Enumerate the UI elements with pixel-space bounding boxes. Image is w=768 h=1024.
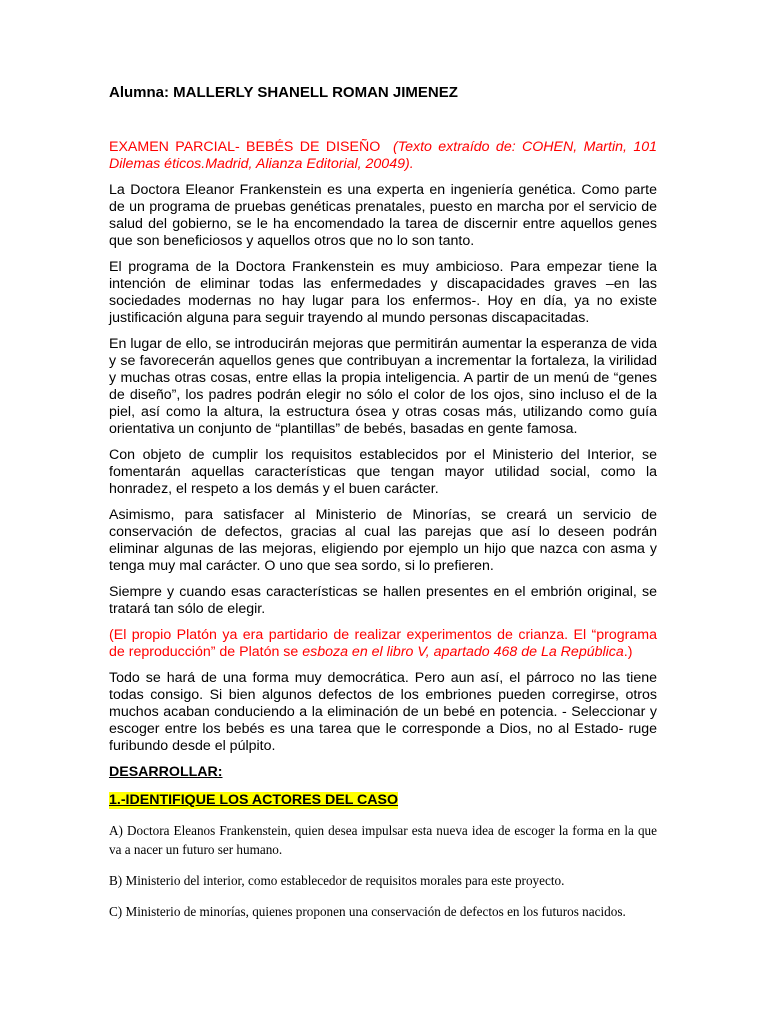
answer-item: B) Ministerio del interior, como establecedor de requisitos morales para este proyecto. [109,873,565,888]
student-name: Alumna: MALLERLY SHANELL ROMAN JIMENEZ [109,84,458,101]
develop-heading: DESARROLLAR: [109,764,223,780]
exam-source: (Texto extraído de: COHEN, Martin, 101 Dilemas éticos.Madrid, Alianza Editorial, 20049). [109,139,657,172]
paragraph: La Doctora Eleanor Frankenstein es una experta en ingeniería genética. Como parte de un programa de pruebas genéticas prenatales, puesto en marcha por el servicio de salud del gobierno, se le ha encomendado la tarea de discernir entre aquellos genes que son beneficiosos y aquellos otros que no lo son tanto. [109,182,657,249]
plato-note [109,627,657,661]
plato-note-reference: esboza en el libro V, apartado 468 de La República [302,644,624,660]
answer-item: C) Ministerio de minorías, quienes proponen una conservación de defectos en los futuros nacidos. [109,904,626,919]
document-body [109,139,657,933]
answer-item: A) Doctora Eleanos Frankenstein, quien desea impulsar esta nueva idea de escoger la forma en la que va a nacer un futuro ser humano. [109,823,657,857]
exam-header [109,139,657,173]
closing-paragraph: Todo se hará de una forma muy democrática. Pero aun así, el párroco no las tiene todas consigo. Si bien algunos defectos de los embriones pueden corregirse, otros muchos acaban conduciendo a la eliminación de un bebé en potencia. - Seleccionar y escoger entre los bebés es una tarea que le corresponde a Dios, no al Estado- ruge furibundo desde el púlpito. [109,670,657,754]
plato-note-lead: (El propio Platón ya era partidario de realizar experimentos de crianza. El “programa de reproducción” de Platón se [109,627,657,660]
exam-title: EXAMEN PARCIAL- BEBÉS DE DISEÑO [109,139,381,155]
question-heading: 1.-IDENTIFIQUE LOS ACTORES DEL CASO [109,792,399,808]
plato-note-tail: .) [623,644,633,660]
paragraph: Con objeto de cumplir los requisitos establecidos por el Ministerio del Interior, se fomentarán aquellas características que tengan mayor utilidad social, como la honradez, el respeto a los demás y el buen carácter. [109,447,657,497]
paragraph: Asimismo, para satisfacer al Ministerio de Minorías, se creará un servicio de conservación de defectos, gracias al cual las parejas que así lo deseen podrán eliminar algunas de las mejoras, eligiendo por ejemplo un hijo que nazca con asma y tenga muy mal carácter. O uno que sea sordo, si lo prefieren. [109,507,657,574]
paragraph: El programa de la Doctora Frankenstein es muy ambicioso. Para empezar tiene la intención de eliminar todas las enfermedades y discapacidades graves –en las sociedades modernas no hay lugar para los enfermos-. Hoy en día, ya no existe justificación alguna para seguir trayendo al mundo personas discapacitadas. [109,259,657,326]
paragraph: En lugar de ello, se introducirán mejoras que permitirán aumentar la esperanza de vida y se favorecerán aquellos genes que contribuyan a incrementar la fortaleza, la virilidad y muchas otras cosas, entre ellas la propia inteligencia. A partir de un menú de “genes de diseño”, los padres podrán elegir no sólo el color de los ojos, sino incluso el de la piel, así como la altura, la estructura ósea y otras cosas más, utilizando como guía orientativa un conjunto de “plantillas” de bebés, basadas en gente famosa. [109,336,657,437]
paragraph: Siempre y cuando esas características se hallen presentes en el embrión original, se tratará tan sólo de elegir. [109,584,657,617]
